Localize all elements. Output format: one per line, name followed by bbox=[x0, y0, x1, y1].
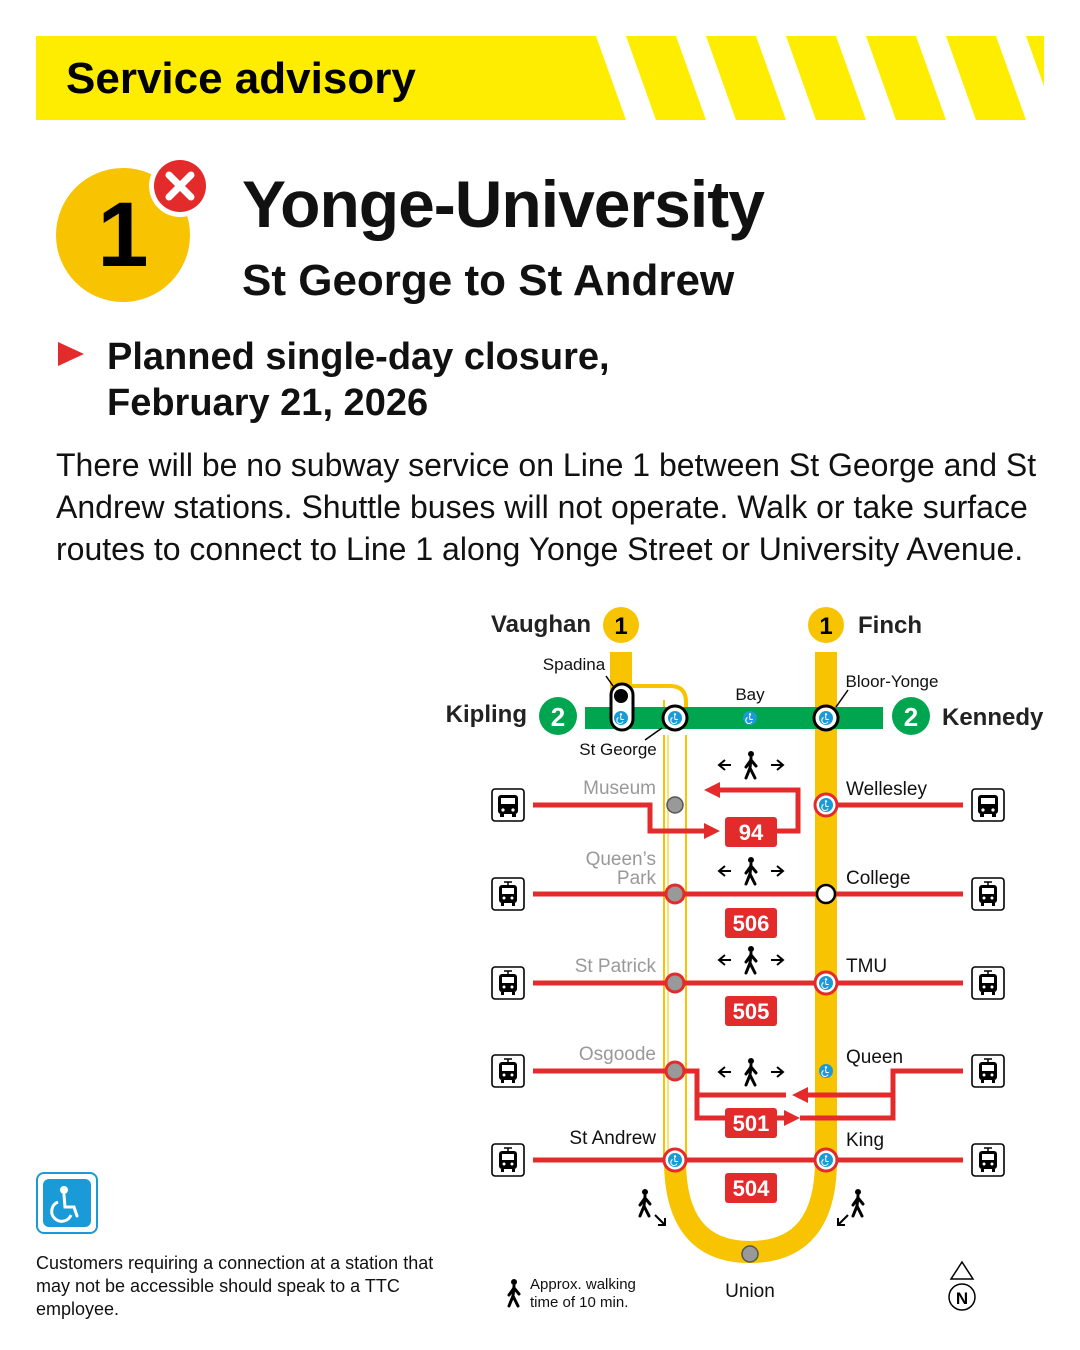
museum-station bbox=[667, 797, 683, 813]
svg-text:2: 2 bbox=[550, 702, 566, 732]
line-name: Yonge-University bbox=[242, 167, 764, 241]
queens-park-label-1: Queen’s bbox=[585, 849, 656, 870]
accessibility-note: Customers requiring a connection at a station that may not be accessible should speak to a TTC employee. bbox=[36, 1253, 434, 1319]
queens-park-station bbox=[666, 885, 684, 903]
queen-label: Queen bbox=[846, 1047, 904, 1068]
route-504-label: 504 bbox=[732, 1176, 770, 1201]
st-george-label: St George bbox=[579, 740, 657, 759]
museum-label: Museum bbox=[583, 778, 656, 799]
svg-text:1: 1 bbox=[819, 613, 833, 640]
streetcar-icon bbox=[972, 878, 1004, 910]
bus-icon bbox=[972, 789, 1004, 821]
advisory-description: There will be no subway service on Line 1 between St George and St Andrew stations. Shuttle buses will not operate. Walk or take surface routes to connect to Line 1 along Yonge Street or University Avenue. bbox=[56, 447, 1037, 567]
union-station bbox=[742, 1246, 758, 1262]
bay-label: Bay bbox=[735, 685, 765, 704]
streetcar-icon bbox=[492, 878, 524, 910]
bloor-yonge-label: Bloor-Yonge bbox=[845, 672, 939, 691]
closure-type: Planned single-day closure, bbox=[107, 336, 610, 378]
queens-park-label-2: Park bbox=[616, 868, 656, 889]
closure-date: February 21, 2026 bbox=[107, 382, 429, 424]
st-patrick-station bbox=[666, 974, 684, 992]
streetcar-icon bbox=[492, 1055, 524, 1087]
tmu-station bbox=[815, 972, 837, 994]
streetcar-icon bbox=[492, 967, 524, 999]
streetcar-icon bbox=[972, 967, 1004, 999]
king-station bbox=[815, 1149, 837, 1171]
svg-text:N: N bbox=[955, 1289, 969, 1308]
st-andrew-station bbox=[664, 1149, 686, 1171]
finch-label: Finch bbox=[858, 612, 922, 639]
route-94-label: 94 bbox=[738, 820, 764, 845]
college-label: College bbox=[846, 868, 911, 889]
college-station bbox=[817, 885, 835, 903]
walk-legend-icon bbox=[509, 1279, 519, 1306]
banner-title: Service advisory bbox=[66, 54, 416, 103]
route-505-label: 505 bbox=[732, 999, 770, 1024]
route-506-label: 506 bbox=[732, 911, 770, 936]
kennedy-label: Kennedy bbox=[942, 704, 1044, 731]
svg-text:1: 1 bbox=[614, 613, 628, 640]
queen-station bbox=[819, 1064, 833, 1078]
streetcar-icon bbox=[972, 1055, 1004, 1087]
vaughan-label: Vaughan bbox=[490, 611, 591, 638]
union-label: Union bbox=[725, 1281, 775, 1302]
st-andrew-label: St Andrew bbox=[569, 1128, 656, 1149]
walk-legend-line1: Approx. walking bbox=[530, 1276, 636, 1293]
walk-legend-line2: time of 10 min. bbox=[530, 1294, 629, 1311]
osgoode-station bbox=[666, 1062, 684, 1080]
osgoode-label: Osgoode bbox=[578, 1044, 656, 1065]
closed-segment-outline bbox=[668, 735, 826, 1250]
king-label: King bbox=[846, 1130, 885, 1151]
wellesley-station bbox=[815, 794, 837, 816]
kipling-label: Kipling bbox=[445, 701, 527, 728]
route-501-label: 501 bbox=[732, 1111, 770, 1136]
spadina-label: Spadina bbox=[542, 655, 606, 674]
closure-segment: St George to St Andrew bbox=[242, 256, 735, 305]
accessibility-icon bbox=[36, 1172, 98, 1234]
bus-icon bbox=[492, 789, 524, 821]
north-arrow-icon bbox=[949, 1262, 975, 1310]
streetcar-icon bbox=[972, 1144, 1004, 1176]
st-patrick-label: St Patrick bbox=[574, 956, 656, 977]
line-1-badge: 1 bbox=[56, 168, 190, 302]
tmu-label: TMU bbox=[846, 956, 888, 977]
wellesley-label: Wellesley bbox=[846, 779, 927, 800]
streetcar-icon bbox=[492, 1144, 524, 1176]
svg-text:2: 2 bbox=[903, 702, 919, 732]
